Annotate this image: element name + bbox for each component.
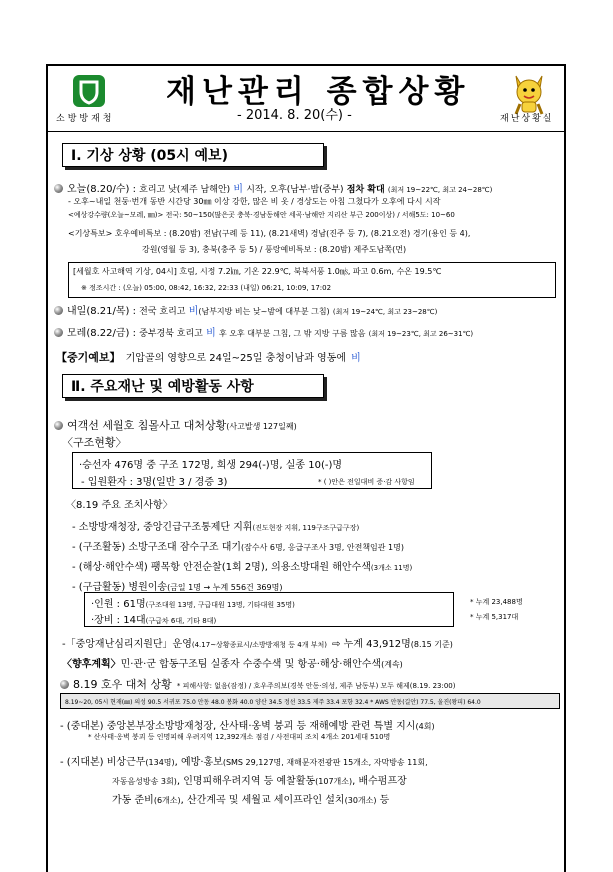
sewol-weather-box [68,262,556,298]
action3-text: - (해상·해안수색) 팽목항 안전순찰 [72,562,222,573]
hq1-small: (4회) [415,722,435,731]
today-label: 오늘(8.20/수) : [67,184,136,195]
rain-title: 8.19 호우 대처 상황 [73,678,172,691]
hq2-small1: (134명) [145,758,175,767]
section-weather-title: Ⅰ. 기상 상황 (05시 예보) [62,143,324,167]
plan-text: 민·관·군 합동구조팀 실종자 수중수색 및 항공·해상·해안수색 [120,659,382,670]
action2-small: (잠수사 6명, 응급구조사 3명, 안전책임관 1명) [241,543,404,552]
bullet-icon [54,184,63,193]
report-date: - 2014. 8. 20(수) - [237,108,352,123]
today-text-c: 점차 확대 [346,185,385,195]
rainfall-table [60,693,560,709]
action4-text: - (구급활동) 병원이송 [72,582,168,593]
hq1-text: - (중대본) 중앙본부장소방방재청장, 산사태·옹벽 붕괴 등 재해예방 관련 특별 지시 [60,721,416,732]
hq1-line [60,714,435,733]
weather-alert-line1: <기상특보> 호우예비특보 : (8.20밤) 전남(구례 등 11), (8.21새벽) 경남(진주 등 7), (8.21오전) 경기(용인 등 4), [68,229,471,238]
tomorrow-temp: (최저 19~24℃, 최고 23~28℃) [332,308,438,316]
rainfall-values: 8.19~20, 05시 현재(㎜) 의성 90.5 서귀포 75.0 안동 48.0 봉화 40.0 양산 34.5 정선 33.5 제주 33.4 포항 32.4 * AWS 안동(길안) 77.5, 울진(왕피) 64.0 [65,699,481,706]
room-label: 재난상황실 [500,114,554,124]
rescue-line1: ·승선자 476명 중 구조 172명, 희생 294(-)명, 실종 10(-)명 [79,460,343,471]
midterm-text: 기압골의 영향으로 24일~25일 충청이남과 영동에 [125,353,347,364]
today-temp: (최저 19~22℃, 최고 24~28℃) [387,186,493,194]
weather-alert-line2: 강원(영월 등 3), 충북(충주 등 5) / 풍랑예비특보 : (8.20밤) 제주도남쪽(먼) [142,245,407,254]
action1-small: (진도현장 지휘, 119구조구급구장) [252,524,360,532]
midterm-rain-word: 비 [351,353,361,364]
dayafter-rain-word: 비 [206,328,216,339]
psych-total: ⇨ 누계 43,912명 [332,639,411,650]
hq2-line2 [112,769,407,788]
hq2-line2-c: , 배수펌프장 [352,776,407,787]
hq2-line2-b: , 인명피해우려지역 등 예찰활동 [176,776,316,787]
hq2-line3-small: (6개소) [153,796,181,805]
sewol-weather-line1: [세월호 사고해역 기상, 04시] 흐림, 시정 7.2㎞, 기온 22.9℃, 북북서풍 1.0㎧, 파고 0.6m, 수온 19.5℃ [73,267,442,276]
psych-date: (8.15 기준) [410,640,453,649]
rain-title-row [60,673,455,692]
sewol-title-row [54,414,297,433]
hq2-small2: (SMS 29,127명, 재해문자전광판 15개소, 자막방송 11회, [222,758,428,767]
action3-small: (3개소 11명) [370,564,413,572]
midterm-label: 【중기예보】 [56,351,121,364]
today-line2: - 오후~내일 천둥·번개 동반 시간당 30㎜ 이상 강한, 많은 비 옷 / 경상도는 아침 그쳤다가 오후에 다시 시작 [68,197,441,206]
section-disaster-title: Ⅱ. 주요재난 및 예방활동 사항 [62,374,324,398]
psych-text: -「중앙재난심리지원단」운영 [62,639,192,650]
header-divider [46,131,566,132]
action-line-3 [72,555,412,574]
psych-support-line [62,632,453,651]
rescue-line2: - 입원환자 : 3명(일반 3 / 경증 3) [81,477,228,488]
bullet-icon [54,421,63,430]
hq2-line1 [60,750,428,769]
hq2-text-a: - (지대본) 비상근무 [60,757,146,768]
tomorrow-text-b: (남부지방 비는 낮~밤에 대부분 그침) [198,307,330,316]
action2-text: - (구조활동) 소방구조대 잠수구조 대기 [72,542,242,553]
hq1-note: * 산사태·옹벽 붕괴 등 인명피해 우려지역 12,392개소 점검 / 사전대피 조치 4개소 201세대 510명 [88,733,391,741]
hq2-line3 [112,788,389,807]
today-rain-word: 비 [233,184,244,195]
equipment-detail: (구급차 6대, 기타 8대) [145,617,217,625]
personnel-detail: (구조대원 13명, 구급대원 13명, 기타대원 35명) [145,601,295,609]
rescue-heading: 〈구조현황〉 [62,436,127,449]
org-label: 소방방재청 [56,114,115,124]
resource-box [84,592,454,627]
sewol-tide-line: ※ 정조시간 : (오늘) 05:00, 08:42, 16:32, 22:33 (내일) 06:21, 10:09, 17:02 [81,284,332,292]
hq2-line3-a: 가동 준비 [112,795,154,806]
bullet-icon [60,680,69,689]
personnel-total: * 누계 23,488명 [470,598,523,606]
actions-heading: 〈8.19 주요 조치사항〉 [66,500,173,511]
plan-small: (계속) [381,660,403,669]
hq2-line2-small: (107개소) [315,777,353,786]
sewol-title: 여객선 세월호 침몰사고 대처상황 [67,419,227,432]
page-title: 재난관리 종합상황 [166,74,471,110]
dayafter-text-a: 중부경북 흐리고 [139,329,203,339]
equipment-count: ·장비 : 14대 [91,615,146,626]
today-precip: <예상강수량(오늘~모레, ㎜)> 전국: 50~150(많은곳 충북·경남동해안 세곡·남해안 지리산 부근 200이상) / 서해5도: 10~60 [68,211,455,219]
hq2-line3-c: 등 [376,795,390,806]
tomorrow-text-a: 전국 흐리고 [139,307,186,317]
midterm-forecast [56,346,361,365]
action1-text: - 소방방재청장, 중앙긴급구조통제단 지휘 [72,522,253,533]
today-text-b: 시작, 오후(남부·밤(중부) [246,185,344,195]
action4-small: (금일 1명 → 누계 556건 369명) [167,583,283,592]
hq2-text-b: , 예방·홍보 [174,757,223,768]
action3-text-b: (1회 2명), 의용소방대원 해안수색 [221,562,371,573]
dayafter-text-b: 후 오후 대부분 그침, 그 밖 지방 구름 많음 [218,329,366,338]
equipment-total: * 누계 5,317대 [470,613,519,621]
sewol-days: (사고발생 127일째) [226,422,297,431]
hq2-line3-b: , 산간계곡 및 세월교 세이프라인 설치 [180,795,345,806]
resource-personnel [91,595,295,610]
psych-small: (4.17~상황종료시/소방방재청 등 4개 부처) [191,641,327,649]
dayafter-label: 모레(8.22/금) : [67,328,136,339]
hq2-line2-text: 자동음성방송 3회) [112,777,177,786]
rescue-note: * ( )안은 전일대비 증·감 사항임 [318,478,415,486]
mascot-icon [506,70,552,116]
personnel-count: ·인원 : 61명 [91,599,146,610]
dayafter-temp: (최저 19~23℃, 최고 26~31℃) [368,330,474,338]
action-line-2 [72,535,404,554]
today-text-a: 흐리고 낮(제주 남해안) [139,185,231,195]
action-line-1 [72,515,359,534]
plan-line [62,652,403,671]
hq2-line3-small2: (30개소) [344,796,377,805]
plan-heading: 〈향후계획〉 [62,659,121,670]
bullet-icon [54,306,63,315]
rain-title-small: * 피해사항: 없음(잠정) / 호우주의보(경북 안동·의성, 제주 남동부) 모두 해제(8.19. 23:00) [176,682,456,690]
tomorrow-rain-word: 비 [188,306,199,317]
fire-agency-shield-icon [72,74,106,108]
bullet-icon [54,328,63,337]
tomorrow-label: 내일(8.21/목) : [67,306,136,317]
resource-equipment [91,611,216,626]
